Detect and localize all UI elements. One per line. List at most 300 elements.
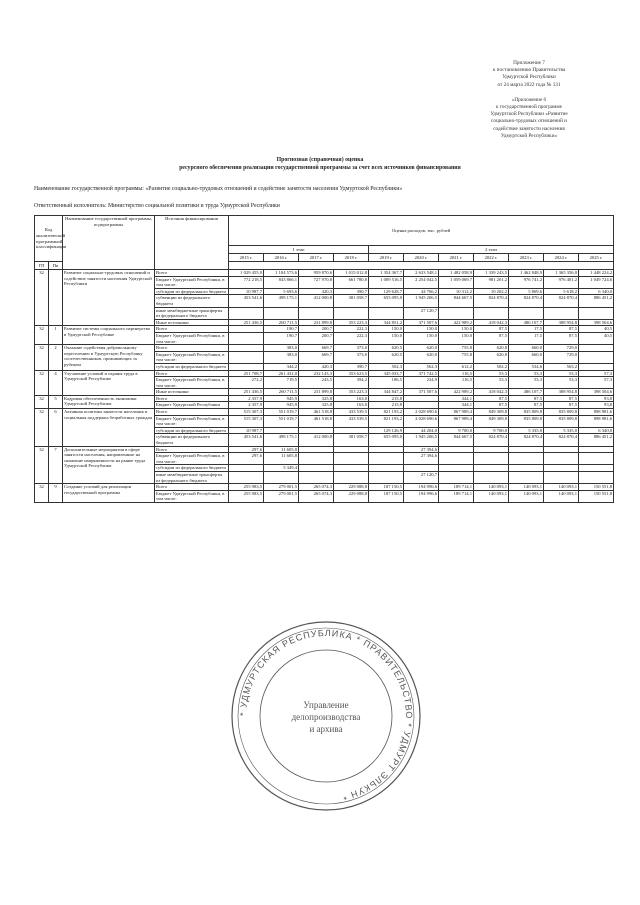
table-row bbox=[35, 446, 614, 453]
cell-value: 1 482 058,9 bbox=[439, 270, 474, 277]
cell-value: 140 093,1 bbox=[509, 484, 544, 491]
cell-value: 10 987,7 bbox=[229, 288, 264, 295]
cell-value: 11 605,8 bbox=[264, 446, 299, 453]
cell-value: 215,8 bbox=[369, 395, 404, 402]
cell-value: 353 623,5 bbox=[334, 370, 369, 377]
cell-value: 10 312,2 bbox=[439, 288, 474, 295]
cell-value: 279 001,5 bbox=[264, 484, 299, 491]
appendix-line: от 24 марта 2022 года № 131 bbox=[497, 81, 561, 88]
cell-value: 87,5 bbox=[544, 402, 579, 409]
cell-source: Бюджет Удмуртской Республики, в том числе: bbox=[155, 453, 229, 465]
cell-value: 381 058,7 bbox=[334, 434, 369, 446]
cell-value: 844 667,5 bbox=[439, 295, 474, 307]
cell-value bbox=[369, 472, 404, 484]
cell-value: 620,0 bbox=[404, 351, 439, 363]
cell-value: 824 870,4 bbox=[509, 295, 544, 307]
cell-value: 265 074,3 bbox=[299, 484, 334, 491]
cell-value bbox=[544, 453, 579, 465]
header-year: 2018 г. bbox=[334, 254, 369, 262]
cell-value: 87,5 bbox=[474, 326, 509, 333]
cell-value: 824 870,4 bbox=[509, 434, 544, 446]
seal-line-3: и архива bbox=[309, 724, 343, 734]
cell-source: субсидии из федерального бюджета bbox=[155, 465, 229, 472]
cell-value: 398 504,6 bbox=[579, 389, 614, 396]
cell-value: 53,3 bbox=[509, 377, 544, 389]
cell-value: 200,7 bbox=[299, 326, 334, 333]
cell-value: 824 870,4 bbox=[544, 434, 579, 446]
cell-value: 215,8 bbox=[369, 402, 404, 409]
cell-value bbox=[544, 446, 579, 453]
cell-value: 719,5 bbox=[264, 377, 299, 389]
cell-value: 150,0 bbox=[439, 326, 474, 333]
title-line-1: Прогнозная (справочная) оценка bbox=[276, 157, 364, 163]
header-year: 2024 г. bbox=[544, 254, 579, 262]
header-year: 2020 г. bbox=[404, 254, 439, 262]
cell-value: 1 029 455,0 bbox=[229, 270, 264, 277]
cell-gp-code: 32 bbox=[35, 446, 49, 484]
cell-value bbox=[264, 427, 299, 434]
cell-value bbox=[369, 446, 404, 453]
cell-value: 150,0 bbox=[369, 332, 404, 344]
cell-value: 562,3 bbox=[404, 363, 439, 370]
appendix-header bbox=[454, 60, 604, 140]
table-row bbox=[35, 270, 614, 277]
cell-value: 729,0 bbox=[544, 351, 579, 363]
header-source: Источник финансирования bbox=[155, 216, 229, 270]
appendix-line: Удмуртской Республики» bbox=[500, 132, 558, 139]
cell-value: 234,9 bbox=[404, 377, 439, 389]
cell-value: 2 357,9 bbox=[229, 395, 264, 402]
cell-value: 2 028 690,6 bbox=[404, 409, 439, 416]
cell-value bbox=[334, 472, 369, 484]
cell-value: 5 335,0 bbox=[544, 427, 579, 434]
cell-value: 187 150,5 bbox=[369, 484, 404, 491]
cell-program-name: Активная политика занятости населения и социальная поддержка безработных граждан bbox=[63, 409, 155, 447]
cell-value: 44 766,2 bbox=[404, 288, 439, 295]
cell-value: 981 201,2 bbox=[474, 276, 509, 288]
cell-value bbox=[404, 402, 439, 409]
cell-value: 10 987,7 bbox=[229, 427, 264, 434]
cell-value: 140 093,1 bbox=[544, 484, 579, 491]
cell-value bbox=[474, 307, 509, 319]
cell-source: Всего bbox=[155, 409, 229, 416]
cell-value: 502,2 bbox=[474, 363, 509, 370]
cell-value: 57,3 bbox=[579, 370, 614, 377]
cell-value: 772 218,5 bbox=[229, 276, 264, 288]
cell-value bbox=[369, 307, 404, 319]
cell-value: 189 714,1 bbox=[439, 490, 474, 502]
cell-pp-code: 2 bbox=[49, 345, 63, 370]
cell-value bbox=[229, 332, 264, 344]
cell-value: 418 042,3 bbox=[474, 319, 509, 326]
cell-value: 729,0 bbox=[544, 345, 579, 352]
cell-value: 976 401,2 bbox=[544, 276, 579, 288]
cell-value bbox=[544, 465, 579, 472]
header-name: Наименование государственной программы, подпрограммы bbox=[63, 216, 155, 270]
cell-value: 669,7 bbox=[299, 345, 334, 352]
cell-value: 371 507,6 bbox=[404, 389, 439, 396]
cell-value bbox=[334, 465, 369, 472]
cell-value: 93,8 bbox=[579, 395, 614, 402]
cell-value: 551 019,7 bbox=[264, 415, 299, 427]
cell-value: 515 307,3 bbox=[229, 415, 264, 427]
cell-value: 661 780,8 bbox=[334, 276, 369, 288]
cell-value: 849 309,8 bbox=[474, 409, 509, 416]
cell-value: 53,3 bbox=[544, 377, 579, 389]
cell-value: 2 633 548,1 bbox=[404, 270, 439, 277]
cell-value: 655 095,0 bbox=[369, 295, 404, 307]
cell-program-name: Развитие системы социального партнерства в Удмуртской Республике bbox=[63, 326, 155, 345]
cell-value: 297,6 bbox=[229, 453, 264, 465]
table-row bbox=[35, 395, 614, 402]
cell-value: 620,5 bbox=[369, 351, 404, 363]
appendix-line: к постановлению Правительства bbox=[492, 67, 566, 74]
header-year: 2023 г. bbox=[509, 254, 544, 262]
cell-value: 620,8 bbox=[474, 351, 509, 363]
cell-program-name: Создание условий для реализации государственной программы bbox=[63, 484, 155, 503]
cell-value bbox=[579, 472, 614, 484]
cell-value: 660,0 bbox=[509, 345, 544, 352]
cell-value: 2 357,9 bbox=[229, 402, 264, 409]
header-gp: ГП bbox=[35, 262, 49, 270]
cell-source: Всего bbox=[155, 345, 229, 352]
cell-value: 222,3 bbox=[334, 326, 369, 333]
cell-value: 835 809,8 bbox=[509, 415, 544, 427]
cell-value: 824 870,4 bbox=[544, 295, 579, 307]
cell-value: 2 028 690,6 bbox=[404, 415, 439, 427]
cell-value: 620,5 bbox=[369, 345, 404, 352]
header-year: 2025 г. bbox=[579, 254, 614, 262]
cell-pp-code: 1 bbox=[49, 326, 63, 345]
cell-value bbox=[369, 465, 404, 472]
header-year: 2016 г. bbox=[264, 254, 299, 262]
cell-value: 821 193,2 bbox=[369, 415, 404, 427]
cell-value: 620,0 bbox=[404, 345, 439, 352]
cell-value: 251 436,5 bbox=[229, 389, 264, 396]
table-row bbox=[35, 484, 614, 491]
cell-value: 486 107,7 bbox=[509, 319, 544, 326]
cell-value: 660,0 bbox=[509, 351, 544, 363]
cell-value: 163,0 bbox=[334, 395, 369, 402]
cell-program-name: Кадровая обеспеченность экономики Удмуртской Республики bbox=[63, 395, 155, 408]
cell-value bbox=[474, 453, 509, 465]
header-code-group: Код аналитической программной классификации bbox=[35, 216, 63, 262]
cell-value: 843 866,1 bbox=[264, 276, 299, 288]
cell-value: 40,5 bbox=[579, 332, 614, 344]
cell-value: 345 033,7 bbox=[369, 370, 404, 377]
cell-value: 1 354 367,7 bbox=[369, 270, 404, 277]
cell-value: 849 309,8 bbox=[474, 415, 509, 427]
cell-value: 412 000,8 bbox=[299, 434, 334, 446]
cell-value bbox=[579, 446, 614, 453]
cell-value: 755,8 bbox=[439, 345, 474, 352]
cell-value: 17,5 bbox=[509, 326, 544, 333]
cell-value: 867 989,4 bbox=[439, 409, 474, 416]
cell-value: 150,0 bbox=[369, 326, 404, 333]
table-row bbox=[35, 409, 614, 416]
cell-value: 87,5 bbox=[474, 332, 509, 344]
cell-value: 9 700,0 bbox=[439, 427, 474, 434]
cell-value: 116,5 bbox=[439, 377, 474, 389]
cell-value: 2 254 042,5 bbox=[404, 276, 439, 288]
cell-value bbox=[439, 307, 474, 319]
cell-value: 373,0 bbox=[334, 351, 369, 363]
cell-value: 27 120,7 bbox=[404, 472, 439, 484]
cell-value: 5 335,0 bbox=[509, 427, 544, 434]
cell-value: 325,8 bbox=[299, 402, 334, 409]
cell-value bbox=[509, 446, 544, 453]
official-seal bbox=[226, 616, 426, 816]
cell-source: субвенции из федерального бюджета bbox=[155, 295, 229, 307]
cell-value: 1 104 573,6 bbox=[264, 270, 299, 277]
appendix-line bbox=[454, 89, 604, 97]
cell-value: 1 339 243,5 bbox=[474, 270, 509, 277]
cell-value: 371 507,6 bbox=[404, 319, 439, 326]
cell-value: 5 693,6 bbox=[264, 288, 299, 295]
cell-value: 1 448 224,2 bbox=[579, 270, 614, 277]
cell-value bbox=[369, 453, 404, 465]
cell-value: 150 551,8 bbox=[579, 484, 614, 491]
cell-value: 272,2 bbox=[229, 377, 264, 389]
cell-source: Всего bbox=[155, 395, 229, 402]
cell-gp-code: 32 bbox=[35, 484, 49, 503]
cell-source: иные межбюджетные трансферты из федерального бюджета bbox=[155, 307, 229, 319]
cell-source: субсидии из федерального бюджета bbox=[155, 427, 229, 434]
cell-gp-code: 32 bbox=[35, 370, 49, 395]
cell-value: 140 093,1 bbox=[509, 490, 544, 502]
cell-value: 10 202,2 bbox=[474, 288, 509, 295]
cell-value: 412 000,8 bbox=[299, 295, 334, 307]
cell-value: 835 809,8 bbox=[544, 409, 579, 416]
cell-value: 844 667,5 bbox=[439, 434, 474, 446]
cell-value: 1 365 356,0 bbox=[544, 270, 579, 277]
cell-value: 255 983,5 bbox=[229, 490, 264, 502]
cell-source: Бюджет Удмуртской Республики, в том числе: bbox=[155, 351, 229, 363]
header-year: 2017 г. bbox=[299, 254, 334, 262]
cell-value bbox=[439, 472, 474, 484]
appendix-line: социально-трудовых отношений и bbox=[491, 118, 567, 125]
cell-program-name: Развитие социально-трудовых отношений и содействие занятости населения Удмуртской Республики bbox=[63, 270, 155, 326]
cell-value: 422 989,2 bbox=[439, 319, 474, 326]
cell-value: 498 175,1 bbox=[264, 295, 299, 307]
appendix-line: содействие занятости населения bbox=[493, 125, 565, 132]
cell-value: 898 981,6 bbox=[579, 409, 614, 416]
cell-value: 6 340,0 bbox=[579, 288, 614, 295]
cell-value: 821 193,2 bbox=[369, 409, 404, 416]
cell-value: 87,5 bbox=[544, 326, 579, 333]
cell-value: 1 059 069,7 bbox=[439, 276, 474, 288]
cell-value bbox=[579, 363, 614, 370]
cell-value: 186,5 bbox=[369, 377, 404, 389]
cell-value: 163,0 bbox=[334, 402, 369, 409]
cell-value: 243,5 bbox=[299, 377, 334, 389]
cell-value: 898 981,6 bbox=[579, 415, 614, 427]
cell-value: 251 708,7 bbox=[229, 370, 264, 377]
cell-value: 150 551,8 bbox=[579, 490, 614, 502]
cell-value bbox=[474, 472, 509, 484]
cell-value: 418 042,3 bbox=[474, 389, 509, 396]
cell-gp-code: 32 bbox=[35, 270, 49, 326]
cell-value: 325,8 bbox=[299, 395, 334, 402]
cell-value: 190,7 bbox=[264, 332, 299, 344]
cell-value: 867 989,4 bbox=[439, 415, 474, 427]
cell-value: 727 970,8 bbox=[299, 276, 334, 288]
cell-source: Всего bbox=[155, 446, 229, 453]
cell-value: 229 088,8 bbox=[334, 484, 369, 491]
cell-value: 232 143,3 bbox=[299, 370, 334, 377]
cell-value: 620,8 bbox=[474, 345, 509, 352]
seal-line-2: делопроизводства bbox=[291, 712, 361, 722]
cell-value: 420,3 bbox=[299, 363, 334, 370]
cell-value: 194 996,6 bbox=[404, 490, 439, 502]
table-row bbox=[35, 326, 614, 333]
cell-program-name: Улучшение условий и охраны труда в Удмуртской Республике bbox=[63, 370, 155, 395]
appendix-line: к государственной программе bbox=[496, 104, 562, 111]
cell-value: 11 605,8 bbox=[264, 453, 299, 465]
cell-value: 388 954,8 bbox=[544, 319, 579, 326]
cell-value bbox=[334, 446, 369, 453]
cell-value: 1 945 206,5 bbox=[404, 295, 439, 307]
cell-source: субсидии из федерального бюджета bbox=[155, 288, 229, 295]
cell-value bbox=[299, 307, 334, 319]
cell-value: 190,7 bbox=[264, 326, 299, 333]
title-line-2: ресурсного обеспечения реализации государственной программы за счет всех источников финансирования bbox=[179, 165, 461, 171]
header-year: 2015 г. bbox=[229, 254, 264, 262]
cell-value bbox=[474, 465, 509, 472]
cell-value: 824 870,4 bbox=[474, 434, 509, 446]
cell-value: 534,6 bbox=[509, 363, 544, 370]
cell-value: 87,5 bbox=[474, 402, 509, 409]
cell-value bbox=[264, 307, 299, 319]
cell-value: 612,2 bbox=[439, 363, 474, 370]
cell-value: 394,2 bbox=[334, 377, 369, 389]
cell-value: 87,5 bbox=[544, 395, 579, 402]
cell-value: 53,3 bbox=[474, 370, 509, 377]
cell-value: 945,9 bbox=[264, 402, 299, 409]
cell-gp-code: 32 bbox=[35, 409, 49, 447]
table-row bbox=[35, 370, 614, 377]
cell-value: 1 015 012,8 bbox=[334, 270, 369, 277]
cell-value: 17,5 bbox=[509, 332, 544, 344]
cell-value: 116,5 bbox=[439, 370, 474, 377]
cell-program-name: Дополнительные мероприятия в сфере занятости населения, направленные на снижение напряженности на рынке труда Удмуртской Республики bbox=[63, 446, 155, 484]
table-row bbox=[35, 345, 614, 352]
cell-value: 515 307,3 bbox=[229, 409, 264, 416]
cell-value bbox=[439, 465, 474, 472]
cell-value bbox=[404, 395, 439, 402]
cell-value: 433 539,5 bbox=[334, 409, 369, 416]
cell-value bbox=[509, 465, 544, 472]
cell-pp-code: 7 bbox=[49, 446, 63, 484]
cell-value bbox=[229, 465, 264, 472]
cell-value bbox=[229, 363, 264, 370]
cell-value: 260 711,5 bbox=[264, 319, 299, 326]
cell-value: 140 093,1 bbox=[474, 490, 509, 502]
cell-value: 1 009 516,5 bbox=[369, 276, 404, 288]
cell-value: 44 204,0 bbox=[404, 427, 439, 434]
cell-value bbox=[299, 465, 334, 472]
cell-value bbox=[299, 446, 334, 453]
cell-source: Бюджет Удмуртской Республики, в том числе: bbox=[155, 377, 229, 389]
cell-source: субвенции из федерального бюджета bbox=[155, 434, 229, 446]
cell-value: 260 711,5 bbox=[264, 389, 299, 396]
cell-value: 9 700,0 bbox=[474, 427, 509, 434]
cell-value: 129 628,7 bbox=[369, 288, 404, 295]
appendix-line: Удмуртской Республики bbox=[502, 74, 556, 81]
cell-value bbox=[334, 453, 369, 465]
cell-value: 40,5 bbox=[579, 326, 614, 333]
cell-value: 390,7 bbox=[334, 288, 369, 295]
cell-value: 563,2 bbox=[544, 363, 579, 370]
cell-pp-code: 6 bbox=[49, 409, 63, 447]
cell-value bbox=[229, 345, 264, 352]
cell-value: 835 809,8 bbox=[509, 409, 544, 416]
cell-value bbox=[229, 472, 264, 484]
cell-value: 5 869,6 bbox=[509, 288, 544, 295]
cell-value: 255 983,5 bbox=[229, 484, 264, 491]
cell-value: 502,3 bbox=[369, 363, 404, 370]
cell-value bbox=[299, 472, 334, 484]
cell-value: 229 088,8 bbox=[334, 490, 369, 502]
cell-value bbox=[229, 351, 264, 363]
cell-value: 222,3 bbox=[334, 332, 369, 344]
cell-value: 461 518,8 bbox=[299, 415, 334, 427]
cell-value: 344,1 bbox=[439, 395, 474, 402]
cell-gp-code: 32 bbox=[35, 395, 49, 408]
cell-value: 87,5 bbox=[474, 395, 509, 402]
cell-value bbox=[229, 326, 264, 333]
cell-value: 6 340,0 bbox=[579, 427, 614, 434]
cell-value: 129 126,9 bbox=[369, 427, 404, 434]
seal-line-1: Управление bbox=[303, 700, 349, 710]
seal-outer-text: * УДМУРТСКАЯ РЕСПУБЛИКА * ПРАВИТЕЛЬСТВО * УДМУРТ ЭЛЬКУН * bbox=[237, 627, 415, 803]
cell-gp-code: 32 bbox=[35, 345, 49, 370]
cell-source: субсидии из федерального бюджета bbox=[155, 363, 229, 370]
cell-value: 200,7 bbox=[299, 332, 334, 344]
cell-value: 1 049 724,6 bbox=[579, 276, 614, 288]
cell-value bbox=[299, 453, 334, 465]
cell-value bbox=[509, 453, 544, 465]
header-pp: Пп bbox=[49, 262, 63, 270]
cell-value bbox=[579, 465, 614, 472]
cell-value: 27 120,7 bbox=[404, 307, 439, 319]
cell-value: 373,0 bbox=[334, 345, 369, 352]
cell-value: 371 742,5 bbox=[404, 370, 439, 377]
cell-source: Бюджет Удмуртской Республики bbox=[155, 402, 229, 409]
cell-value: 5 618,2 bbox=[544, 288, 579, 295]
cell-value: 189 714,1 bbox=[439, 484, 474, 491]
cell-value: 886 451,2 bbox=[579, 434, 614, 446]
cell-value bbox=[509, 472, 544, 484]
cell-value: 140 093,1 bbox=[474, 484, 509, 491]
cell-value: 27 394,6 bbox=[404, 453, 439, 465]
cell-source: Бюджет Удмуртской Республики, в том числе: bbox=[155, 332, 229, 344]
cell-value: 344 847,2 bbox=[369, 389, 404, 396]
header-stage-2: 2 этап bbox=[369, 246, 614, 254]
cell-value bbox=[299, 427, 334, 434]
cell-pp-code: 4 bbox=[49, 370, 63, 395]
cell-value bbox=[229, 307, 264, 319]
document-title bbox=[60, 156, 580, 172]
cell-value: 187 150,5 bbox=[369, 490, 404, 502]
cell-value: 420,3 bbox=[299, 288, 334, 295]
cell-value: 824 870,4 bbox=[474, 295, 509, 307]
cell-value: 279 001,5 bbox=[264, 490, 299, 502]
cell-value: 498 175,1 bbox=[264, 434, 299, 446]
appendix-line: Приложение 7 bbox=[513, 60, 545, 66]
cell-value bbox=[334, 427, 369, 434]
cell-value bbox=[579, 351, 614, 363]
